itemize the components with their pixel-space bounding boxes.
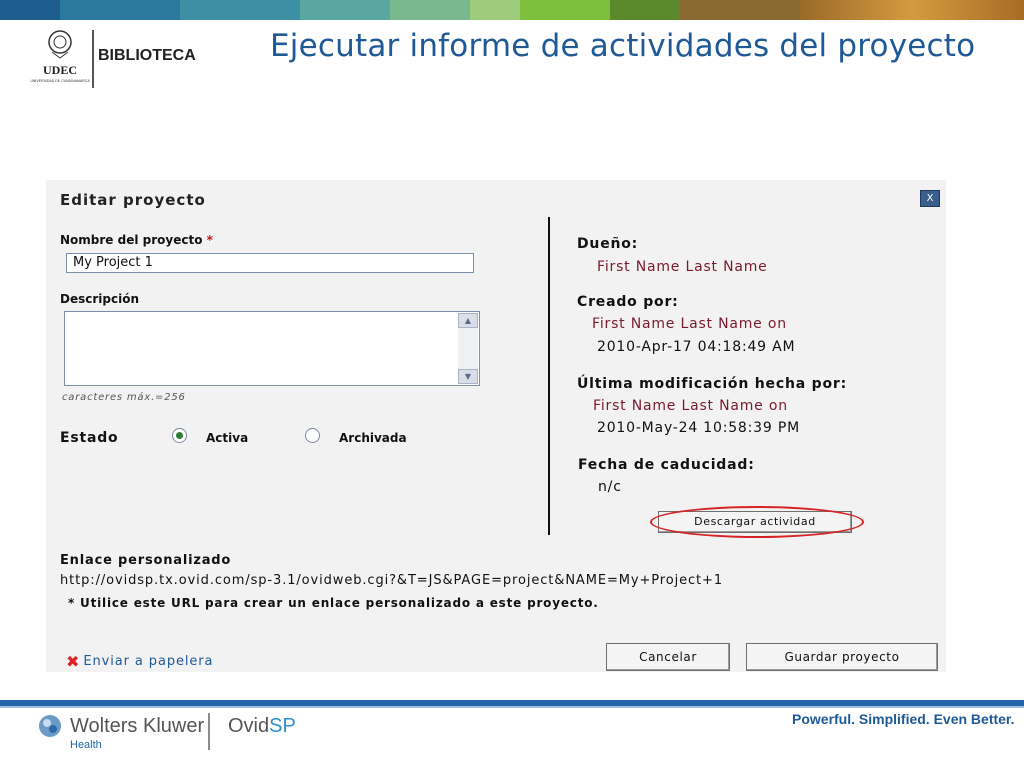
- svg-text:UNIVERSIDAD DE CUNDINAMARCA: UNIVERSIDAD DE CUNDINAMARCA: [30, 79, 90, 83]
- radio-active-label: Activa: [206, 431, 249, 445]
- save-project-button[interactable]: Guardar proyecto: [746, 643, 938, 671]
- radio-selected-dot: [176, 432, 183, 439]
- brand-name: Wolters Kluwer: [70, 715, 205, 737]
- scroll-down-icon[interactable]: ▼: [458, 369, 478, 384]
- footer-rule-light: [0, 706, 1024, 708]
- radio-archived[interactable]: [305, 428, 320, 443]
- dialog-title: Editar proyecto: [60, 191, 206, 209]
- project-name-input[interactable]: My Project 1: [66, 253, 474, 273]
- expiry-value: n/c: [598, 479, 622, 495]
- column-divider: [548, 217, 550, 535]
- created-date: 2010-Apr-17 04:18:49 AM: [597, 339, 796, 355]
- footer-divider: [208, 713, 210, 750]
- download-activity-button[interactable]: Descargar actividad: [658, 511, 852, 533]
- radio-active[interactable]: [172, 428, 187, 443]
- expiry-label: Fecha de caducidad:: [578, 457, 755, 473]
- modified-by: First Name Last Name on: [593, 398, 788, 414]
- created-by: First Name Last Name on: [592, 316, 787, 332]
- cancel-button[interactable]: Cancelar: [606, 643, 730, 671]
- logo-divider: [92, 30, 94, 88]
- modified-label: Última modificación hecha por:: [577, 376, 847, 392]
- delete-x-icon: ✖: [66, 652, 80, 671]
- svg-text:UDEC: UDEC: [42, 63, 78, 77]
- slide-title: Ejecutar informe de actividades del proyecto: [270, 28, 976, 64]
- udec-logo: [30, 28, 90, 88]
- project-name-label: Nombre del proyecto *: [60, 233, 213, 247]
- custom-link-label: Enlace personalizado: [60, 553, 232, 568]
- close-button[interactable]: X: [920, 190, 940, 207]
- send-to-trash-link[interactable]: [66, 652, 213, 671]
- status-label: Estado: [60, 430, 119, 446]
- send-to-trash-label: Enviar a papelera: [83, 654, 214, 669]
- description-scrollbar[interactable]: [458, 313, 478, 384]
- char-limit-hint: caracteres máx.=256: [62, 392, 186, 403]
- header-color-bar: [0, 0, 1024, 20]
- custom-link-note: * Utilice este URL para crear un enlace personalizado a este proyecto.: [68, 596, 599, 610]
- product-logo: OvidSP: [228, 715, 296, 737]
- brand-sub: Health: [70, 739, 102, 751]
- description-label: Descripción: [60, 292, 139, 306]
- highlight-ellipse: [650, 506, 864, 538]
- created-label: Creado por:: [577, 294, 679, 310]
- description-textarea[interactable]: [64, 311, 480, 386]
- wolters-kluwer-logo-icon: [38, 714, 62, 738]
- radio-archived-label: Archivada: [339, 431, 407, 445]
- library-label: BIBLIOTECA: [98, 47, 196, 64]
- modified-date: 2010-May-24 10:58:39 PM: [597, 420, 800, 436]
- scroll-up-icon[interactable]: ▲: [458, 313, 478, 328]
- required-mark: *: [206, 233, 213, 247]
- owner-value: First Name Last Name: [597, 259, 768, 275]
- edit-project-dialog: [46, 180, 946, 672]
- owner-label: Dueño:: [577, 236, 639, 252]
- footer-tagline: Powerful. Simplified. Even Better.: [792, 711, 1015, 727]
- custom-link-url[interactable]: http://ovidsp.tx.ovid.com/sp-3.1/ovidweb.cgi?&T=JS&PAGE=project&NAME=My+Project+1: [60, 573, 723, 588]
